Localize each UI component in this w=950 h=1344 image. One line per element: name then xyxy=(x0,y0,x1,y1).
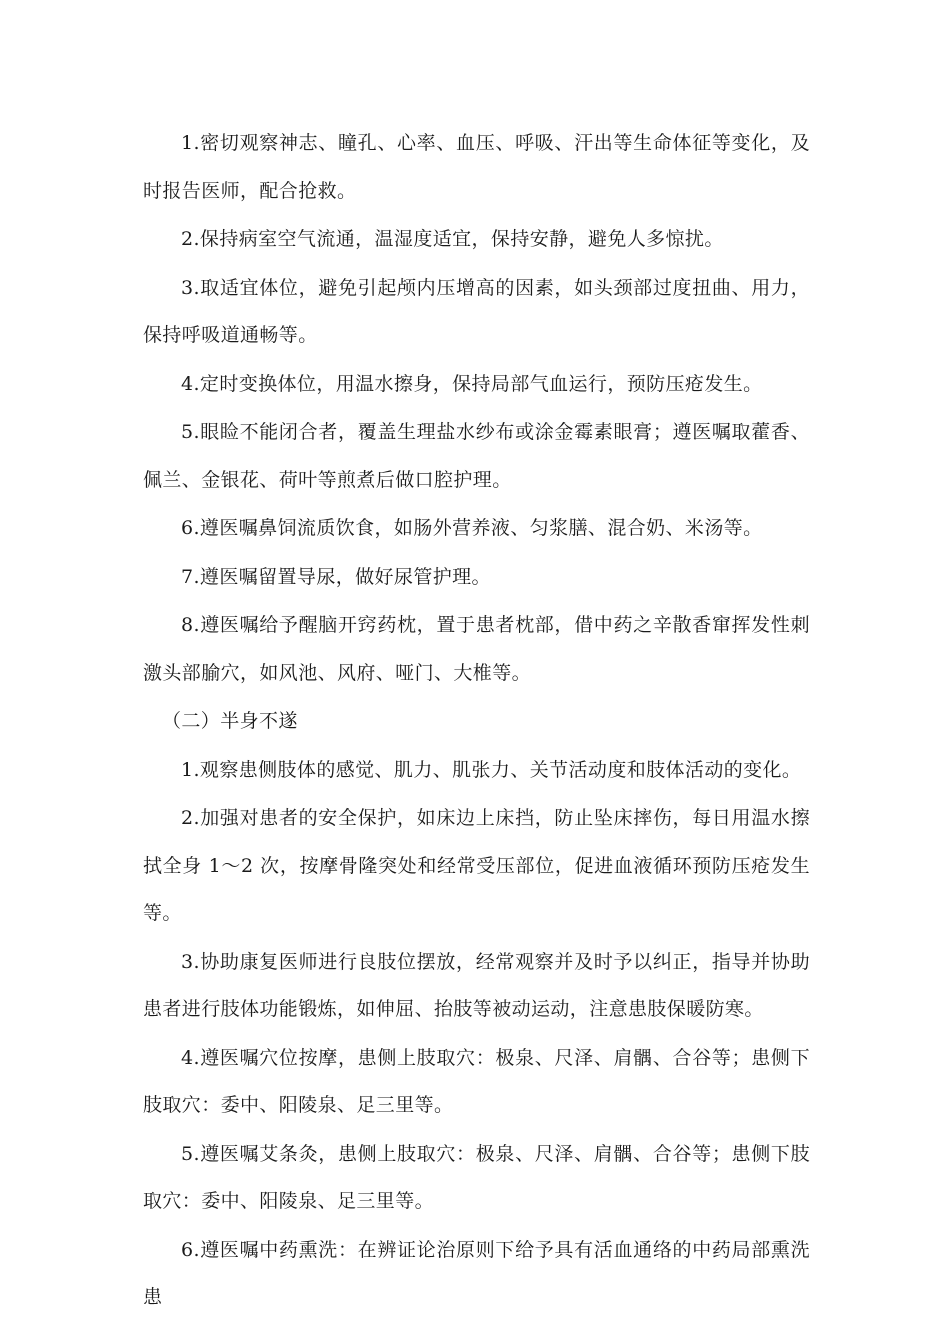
section-paragraph-item-3: 3.协助康复医师进行良肢位摆放，经常观察并及时予以纠正，指导并协助患者进行肢体功能锻炼，如伸屈、抬肢等被动运动，注意患肢保暖防寒。 xyxy=(143,950,810,1020)
document-body xyxy=(143,120,810,1323)
paragraph-item-4: 4.定时变换体位，用温水擦身，保持局部气血运行，预防压疮发生。 xyxy=(181,372,763,395)
paragraph-item-3: 3.取适宜体位，避免引起颅内压增高的因素，如头颈部过度扭曲、用力，保持呼吸道通畅等。 xyxy=(143,276,810,346)
section-paragraph-item-5: 5.遵医嘱艾条灸，患侧上肢取穴：极泉、尺泽、肩髃、合谷等；患侧下肢取穴：委中、阳陵泉、足三里等。 xyxy=(143,1142,810,1212)
section-paragraph-item-6: 6.遵医嘱中药熏洗：在辨证论治原则下给予具有活血通络的中药局部熏洗患 xyxy=(143,1238,810,1308)
section-paragraph-item-4: 4.遵医嘱穴位按摩，患侧上肢取穴：极泉、尺泽、肩髃、合谷等；患侧下肢取穴：委中、阳陵泉、足三里等。 xyxy=(143,1046,810,1116)
section-paragraph-item-1: 1.观察患侧肢体的感觉、肌力、肌张力、关节活动度和肢体活动的变化。 xyxy=(181,758,802,781)
section-paragraph-item-2: 2.加强对患者的安全保护，如床边上床挡，防止坠床摔伤，每日用温水擦拭全身 1～2 次，按摩骨隆突处和经常受压部位，促进血液循环预防压疮发生等。 xyxy=(143,807,810,924)
paragraph-item-5: 5.眼睑不能闭合者，覆盖生理盐水纱布或涂金霉素眼膏；遵医嘱取藿香、佩兰、金银花、荷叶等煎煮后做口腔护理。 xyxy=(143,421,810,491)
paragraph-item-8: 8.遵医嘱给予醒脑开窍药枕，置于患者枕部，借中药之辛散香窜挥发性刺激头部腧穴，如风池、风府、哑门、大椎等。 xyxy=(143,614,810,684)
paragraph-item-2: 2.保持病室空气流通，温湿度适宜，保持安静，避免人多惊扰。 xyxy=(181,228,724,250)
paragraph-item-1: 1.密切观察神志、瞳孔、心率、血压、呼吸、汗出等生命体征等变化，及时报告医师，配合抢救。 xyxy=(143,132,810,202)
paragraph-item-7: 7.遵医嘱留置导尿，做好尿管护理。 xyxy=(181,565,491,588)
section-heading: （二）半身不遂 xyxy=(162,710,298,732)
paragraph-item-6: 6.遵医嘱鼻饲流质饮食，如肠外营养液、匀浆膳、混合奶、米汤等。 xyxy=(181,517,763,539)
